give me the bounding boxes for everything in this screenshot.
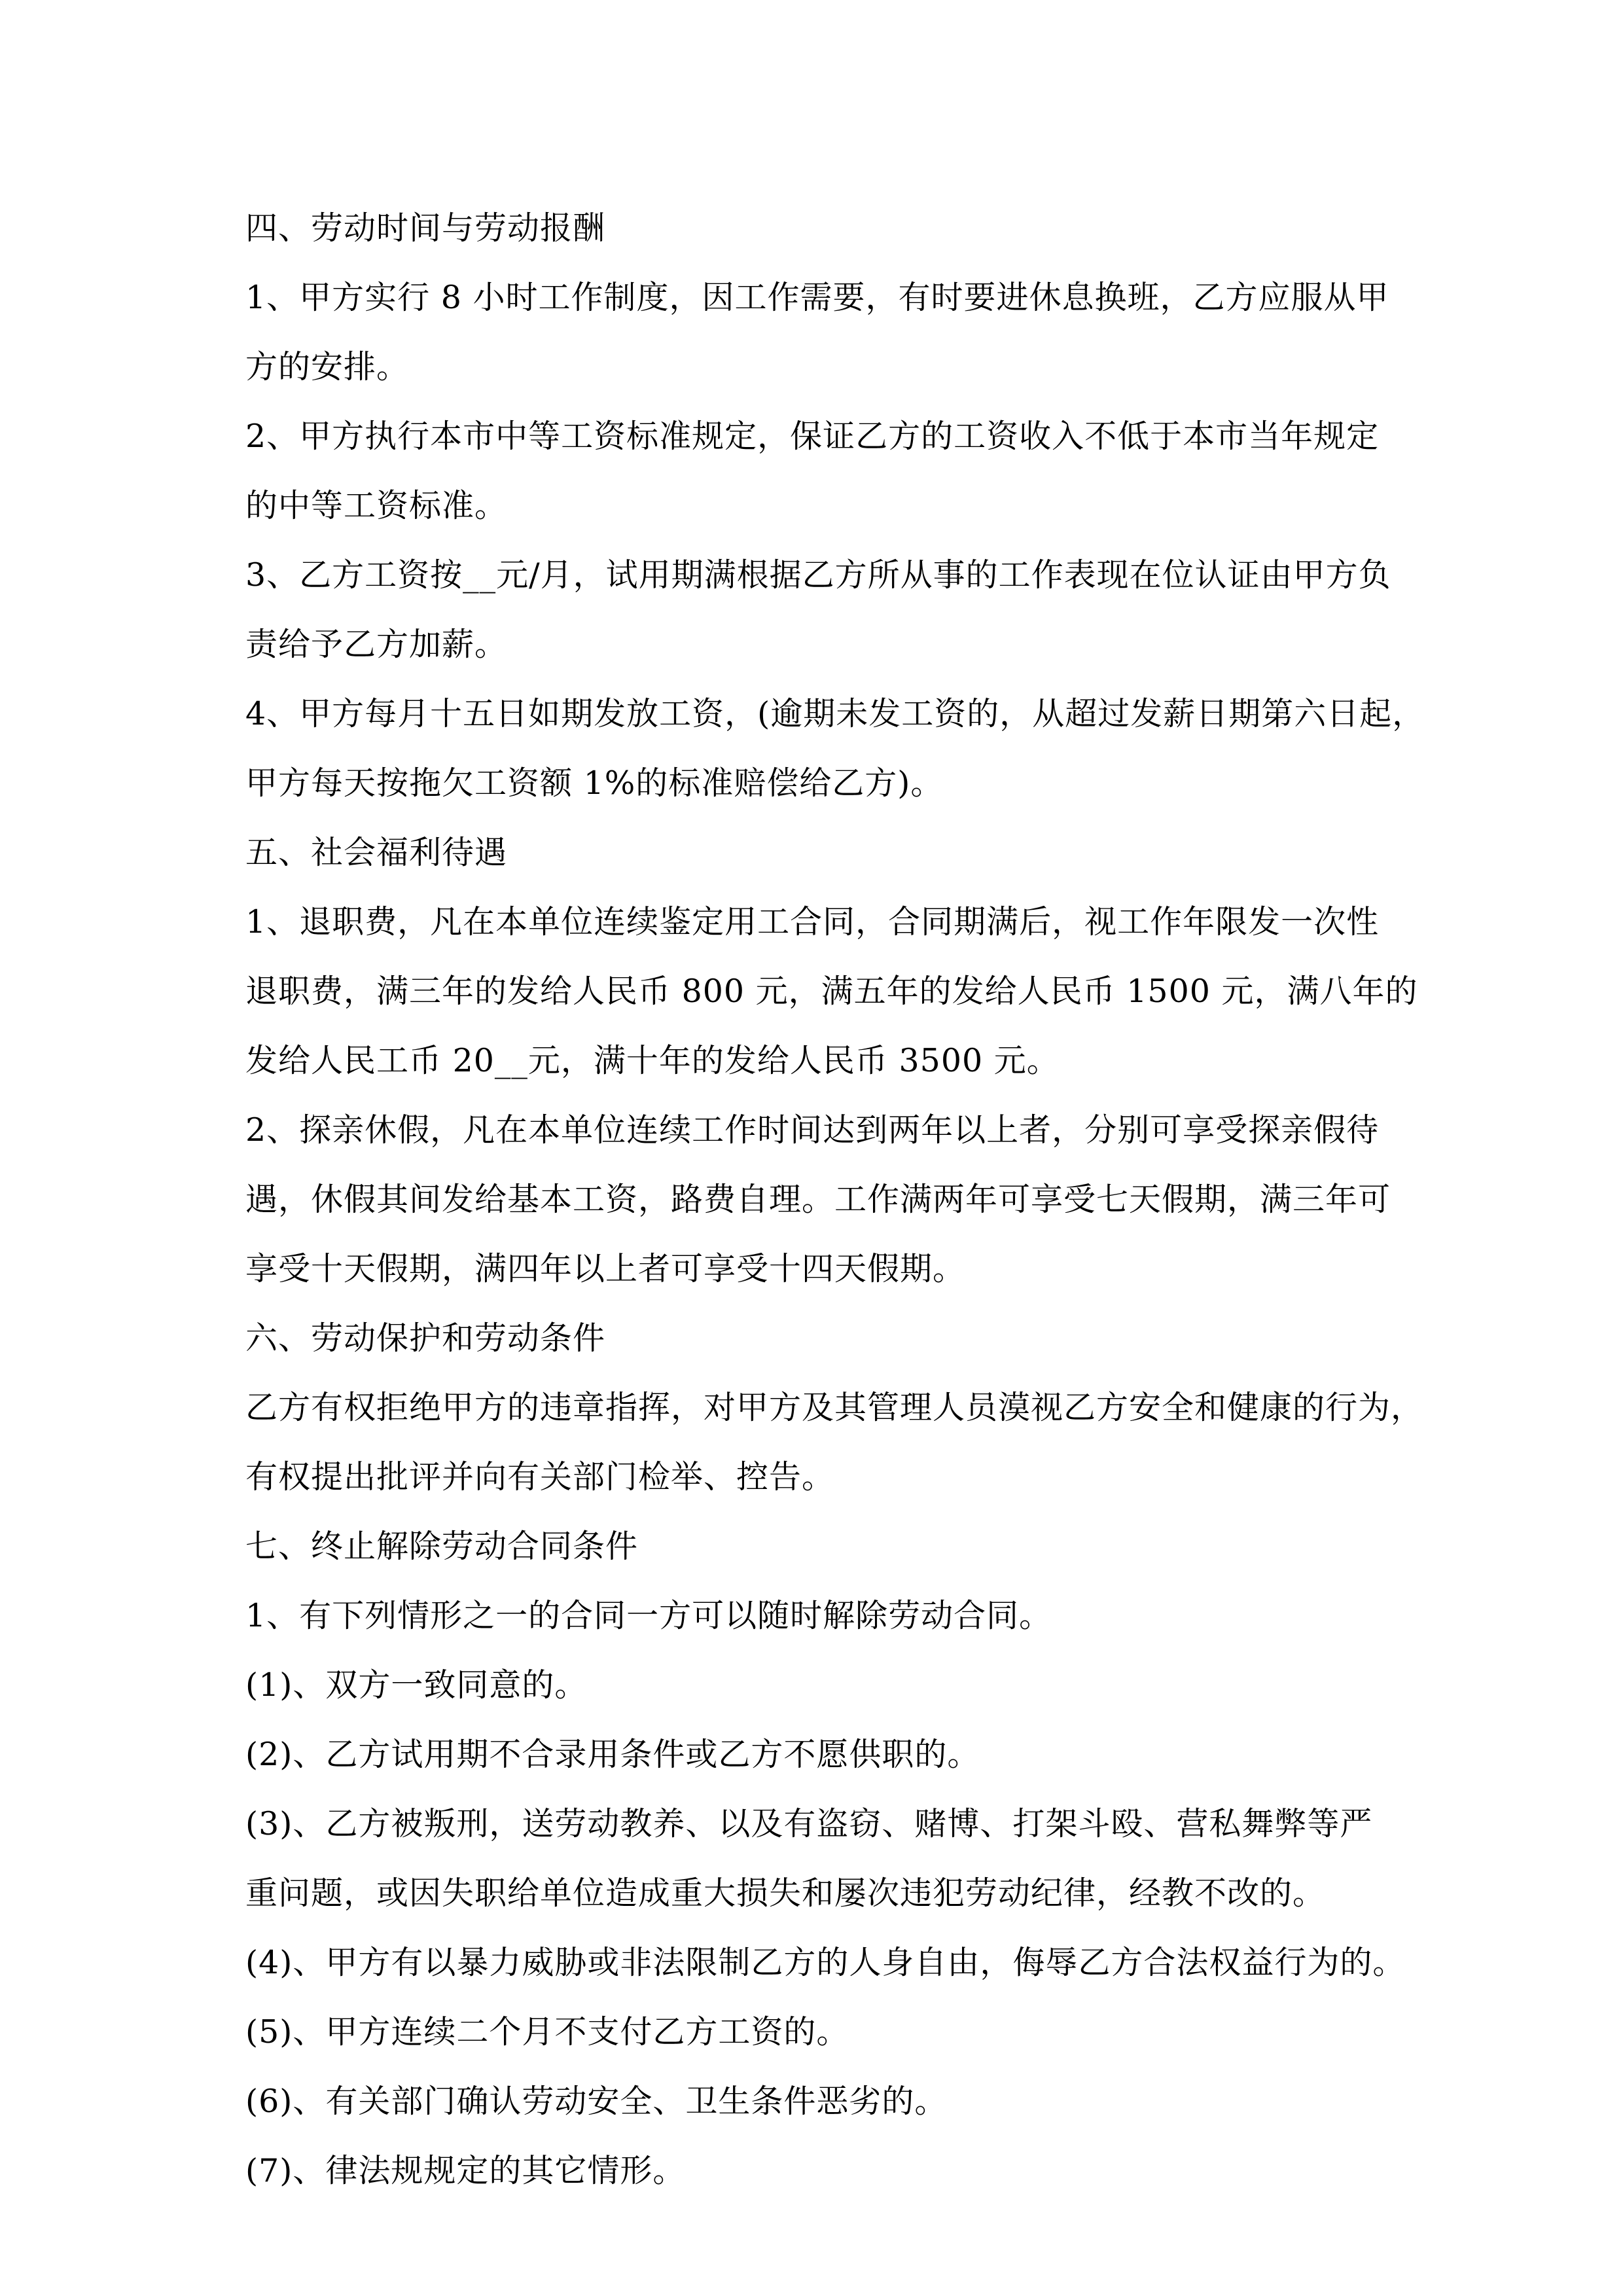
clause-line: 责给予乙方加薪。 bbox=[245, 626, 508, 663]
clause-line: 退职费，满三年的发给人民币 800 元，满五年的发给人民币 1500 元，满八年的 bbox=[245, 973, 1418, 1010]
list-item: (7)、律法规规定的其它情形。 bbox=[245, 2152, 686, 2189]
clause-line: 发给人民工币 20__元，满十年的发给人民币 3500 元。 bbox=[245, 1042, 1060, 1079]
list-item: (1)、双方一致同意的。 bbox=[245, 1666, 588, 1704]
list-item: (5)、甲方连续二个月不支付乙方工资的。 bbox=[245, 2013, 849, 2051]
clause-line: 3、乙方工资按__元/月，试用期满根据乙方所从事的工作表现在位认证由甲方负 bbox=[245, 556, 1391, 594]
clause-line: 享受十天假期，满四年以上者可享受十四天假期。 bbox=[245, 1250, 966, 1287]
clause-line: 遇，休假其间发给基本工资，路费自理。工作满两年可享受七天假期，满三年可 bbox=[245, 1181, 1391, 1218]
clause-line: 2、探亲休假，凡在本单位连续工作时间达到两年以上者，分别可享受探亲假待 bbox=[245, 1111, 1380, 1149]
section-heading-welfare: 五、社会福利待遇 bbox=[245, 834, 508, 871]
section-heading-labor-protection: 六、劳动保护和劳动条件 bbox=[245, 1319, 606, 1357]
clause-line: 有权提出批评并向有关部门检举、控告。 bbox=[245, 1458, 835, 1496]
section-heading-termination: 七、终止解除劳动合同条件 bbox=[245, 1528, 639, 1565]
list-item: (3)、乙方被叛刑，送劳动教养、以及有盗窃、赌博、打架斗殴、营私舞弊等严 bbox=[245, 1805, 1373, 1842]
list-item: (6)、有关部门确认劳动安全、卫生条件恶劣的。 bbox=[245, 2083, 948, 2120]
clause-line: 甲方每天按拖欠工资额 1%的标准赔偿给乙方)。 bbox=[245, 764, 944, 802]
clause-line: 1、甲方实行 8 小时工作制度，因工作需要，有时要进休息换班，乙方应服从甲 bbox=[245, 279, 1389, 316]
clause-line: 1、有下列情形之一的合同一方可以随时解除劳动合同。 bbox=[245, 1597, 1052, 1634]
clause-line: 乙方有权拒绝甲方的违章指挥，对甲方及其管理人员漠视乙方安全和健康的行为， bbox=[245, 1389, 1424, 1426]
section-heading-working-hours: 四、劳动时间与劳动报酬 bbox=[245, 209, 606, 247]
clause-line: 2、甲方执行本市中等工资标准规定，保证乙方的工资收入不低于本市当年规定 bbox=[245, 418, 1380, 455]
clause-line: 的中等工资标准。 bbox=[245, 487, 508, 524]
list-item: 重问题，或因失职给单位造成重大损失和屡次违犯劳动纪律，经教不改的。 bbox=[245, 1874, 1326, 1912]
document-body bbox=[245, 194, 1425, 2206]
clause-line: 4、甲方每月十五日如期发放工资，(逾期未发工资的，从超过发薪日期第六日起， bbox=[245, 695, 1425, 732]
clause-line: 1、退职费，凡在本单位连续鉴定用工合同，合同期满后，视工作年限发一次性 bbox=[245, 903, 1380, 941]
list-item: (4)、甲方有以暴力威胁或非法限制乙方的人身自由，侮辱乙方合法权益行为的。 bbox=[245, 1944, 1406, 1981]
clause-line: 方的安排。 bbox=[245, 348, 410, 386]
list-item: (2)、乙方试用期不合录用条件或乙方不愿供职的。 bbox=[245, 1736, 980, 1773]
